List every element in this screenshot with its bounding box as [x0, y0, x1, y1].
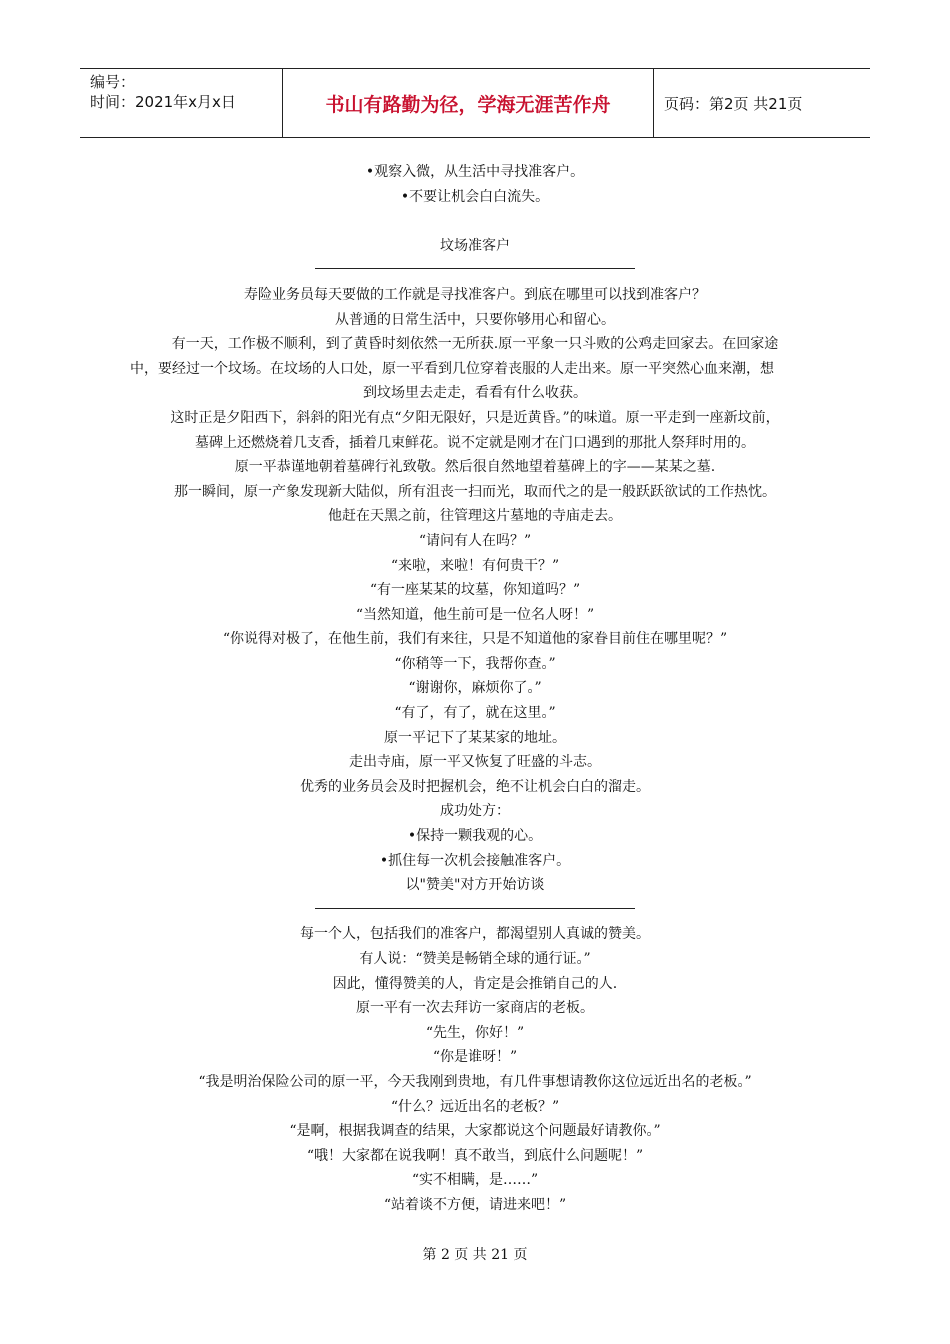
blank-line	[130, 209, 820, 234]
paragraph-line: “来啦，来啦！有何贵干？”	[390, 557, 560, 574]
page-header	[80, 68, 870, 138]
paragraph-line: 原一平记下了某某家的地址。	[384, 729, 566, 746]
paragraph-line: •抓住每一次机会接触准客户。	[379, 852, 571, 869]
paragraph-line: 成功处方：	[440, 803, 510, 820]
paragraph-line: “你说得对极了，在他生前，我们有来往，只是不知道他的家眷目前住在哪里呢？”	[222, 631, 728, 648]
document-time-label: 时间：2021年x月x日	[90, 93, 236, 111]
paragraph-line: “哦！大家都在说我啊！真不敢当，到底什么问题呢！”	[306, 1147, 644, 1164]
paragraph-line: “请问有人在吗？”	[418, 532, 532, 549]
paragraph-line: 每一个人，包括我们的准客户，都渴望别人真诚的赞美。	[300, 926, 650, 943]
section-title: 坟场准客户	[440, 237, 510, 254]
paragraph-line: 他赶在天黑之前，往管理这片墓地的寺庙走去。	[328, 508, 622, 525]
page-footer: 第 2 页 共 21 页	[422, 1247, 528, 1263]
paragraph-line: 因此，懂得赞美的人，肯定是会推销自己的人.	[332, 975, 618, 992]
header-motto: 书山有路勤为径，学海无涯苦作舟	[282, 69, 654, 137]
paragraph-line: “你稍等一下，我帮你查。”	[394, 655, 556, 672]
paragraph-line: “实不相瞒，是……”	[411, 1172, 539, 1189]
section-divider	[130, 898, 820, 923]
paragraph-line: “有了，有了，就在这里。”	[394, 705, 556, 722]
paragraph-line: 走出寺庙，原一平又恢复了旺盛的斗志。	[349, 754, 601, 771]
paragraph-line: 从普通的日常生活中，只要你够用心和留心。	[335, 311, 615, 328]
paragraph-line: “我是明治保险公司的原一平，今天我刚到贵地，有几件事想请教你这位远近出名的老板。”	[198, 1073, 752, 1090]
header-page-info: 页码：第2页 共21页	[664, 94, 803, 113]
document-body	[130, 160, 820, 1218]
paragraph-line: 这时正是夕阳西下，斜斜的阳光有点“夕阳无限好，只是近黄昏。”的味道。原一平走到一座新坟前，	[170, 409, 780, 426]
paragraph-line: 墓碑上还燃烧着几支香，插着几束鲜花。说不定就是刚才在门口遇到的那批人祭拜时用的。	[195, 434, 755, 451]
paragraph-line: 优秀的业务员会及时把握机会，绝不让机会白白的溜走。	[300, 778, 650, 795]
paragraph-line: •保持一颗我观的心。	[407, 828, 543, 845]
paragraph-line: “有一座某某的坟墓，你知道吗？”	[369, 582, 581, 599]
paragraph-line: 原一平恭谨地朝着墓碑行礼致敬。然后很自然地望着墓碑上的字——某某之墓.	[234, 459, 716, 476]
section-title: 以"赞美"对方开始访谈	[405, 877, 545, 894]
paragraph-line: 那一瞬间，原一产象发现新大陆似，所有沮丧一扫而光，取而代之的是一般跃跃欲试的工作热忱。	[174, 483, 776, 500]
paragraph-line: “是啊，根据我调查的结果，大家都说这个问题最好请教你。”	[289, 1123, 661, 1140]
paragraph-line: “谢谢你，麻烦你了。”	[408, 680, 542, 697]
paragraph-line: 中，要经过一个坟场。在坟场的人口处，原一平看到几位穿着丧服的人走出来。原一平突然心血来潮，想	[130, 360, 774, 377]
paragraph-line: 原一平有一次去拜访一家商店的老板。	[356, 1000, 594, 1017]
paragraph-line: 寿险业务员每天要做的工作就是寻找准客户。到底在哪里可以找到准客户？	[244, 286, 706, 303]
paragraph-line: •不要让机会白白流失。	[400, 188, 550, 205]
section-divider	[130, 258, 820, 283]
header-meta	[80, 69, 282, 137]
paragraph-line: •观察入微，从生活中寻找准客户。	[365, 164, 585, 180]
paragraph-line: “什么？远近出名的老板？”	[390, 1098, 560, 1115]
paragraph-line: 有人说：“赞美是畅销全球的通行证。”	[359, 951, 591, 967]
paragraph-line: “站着谈不方便，请进来吧！”	[383, 1196, 567, 1213]
paragraph-line: “当然知道，他生前可是一位名人呀！”	[355, 606, 595, 623]
paragraph-line: “先生，你好！”	[425, 1024, 525, 1041]
paragraph-line: “你是谁呀！”	[432, 1049, 518, 1066]
paragraph-line: 到坟场里去走走，看看有什么收获。	[363, 385, 587, 402]
document-number-label: 编号：	[90, 73, 136, 91]
paragraph-line: 有一天，工作极不顺利，到了黄昏时刻依然一无所获.原一平象一只斗败的公鸡走回家去。在回家途	[171, 336, 779, 353]
